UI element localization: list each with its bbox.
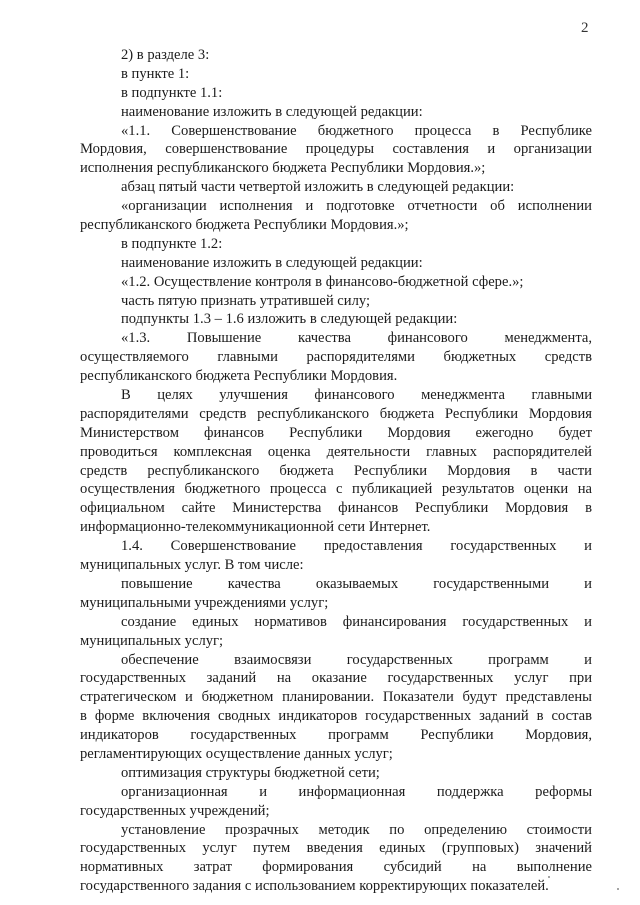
text-line: в пункте 1: [121,65,190,82]
text-line: «1.2. Осуществление контроля в финансово-бюджетной сфере.»; [121,273,524,290]
text-line: установление прозрачных методик по определению стоимости [121,821,592,838]
text-line: в подпункте 1.1: [121,84,223,101]
text-line: средств республиканского бюджета Республики Мордовия в части [80,462,592,479]
text-line: государственных заданий на оказание государственных услуг при [80,670,592,687]
text-line: государственного задания с использованием корректирующих показателей. [80,878,549,895]
text-line: «организации исполнения и подготовке отчетности об исполнении [121,198,592,215]
text-line: муниципальными учреждениями услуг; [80,594,329,611]
text-line: распорядителями средств республиканского бюджета Республики Мордовия [80,405,592,422]
text-line: наименование изложить в следующей редакции: [121,103,423,120]
text-line: официальном сайте Министерства финансов Республики Мордовия в [80,500,592,517]
page-number: 2 [581,20,589,36]
scan-speck [548,876,550,878]
text-line: наименование изложить в следующей редакции: [121,254,423,271]
text-line: стратегическом и бюджетном планировании. Показатели будут представлены [80,689,592,706]
text-line: Мордовия, совершенствование процедуры составления и организации [80,141,592,158]
text-line: 2) в разделе 3: [121,47,210,63]
text-line: оптимизация структуры бюджетной сети; [121,764,380,781]
text-line: индикаторов государственных программ Республики Мордовия, [80,727,592,744]
text-line: муниципальных услуг; [80,632,224,649]
text-line: исполнения республиканского бюджета Республики Мордовия.»; [80,160,486,177]
text-line: повышение качества оказываемых государственными и [121,575,592,592]
text-line: создание единых нормативов финансирования государственных и [121,613,592,630]
text-line: подпункты 1.3 – 1.6 изложить в следующей редакции: [121,311,458,328]
text-line: Министерством финансов Республики Мордовия ежегодно будет [80,424,592,441]
scan-speck [617,888,619,890]
text-line: осуществления бюджетного процесса с публикацией результатов оценки на [80,481,592,498]
text-line: муниципальных услуг. В том числе: [80,557,304,574]
text-line: в форме включения сводных индикаторов государственных заданий в состав [80,708,592,725]
text-line: проводиться комплексная оценка деятельности главных распорядителей [80,443,592,460]
text-line: нормативных затрат формирования субсидий на выполнение [80,859,592,876]
text-line: обеспечение взаимосвязи государственных программ и [121,651,592,668]
text-line: государственных учреждений; [80,802,270,819]
text-line: республиканского бюджета Республики Мордовия. [80,368,398,385]
text-line: абзац пятый части четвертой изложить в следующей редакции: [121,179,515,196]
text-line: часть пятую признать утратившей силу; [121,292,371,309]
text-line: организационная и информационная поддержка реформы [121,783,592,800]
text-line: 1.4. Совершенствование предоставления государственных и [121,538,592,555]
document-body [80,46,592,896]
text-line: «1.3. Повышение качества финансового менеджмента, [121,330,592,347]
text-line: регламентирующих осуществление данных услуг; [80,745,393,762]
text-line: «1.1. Совершенствование бюджетного процесса в Республике [121,122,592,139]
text-line: В целях улучшения финансового менеджмента главными [121,387,592,404]
text-line: государственных услуг путем введения единых (групповых) значений [80,840,592,857]
text-line: в подпункте 1.2: [121,235,223,252]
text-line: осуществляемого главными распорядителями бюджетных средств [80,349,592,366]
text-line: информационно-телекоммуникационной сети Интернет. [80,519,431,536]
text-line: республиканского бюджета Республики Мордовия.»; [80,217,409,234]
